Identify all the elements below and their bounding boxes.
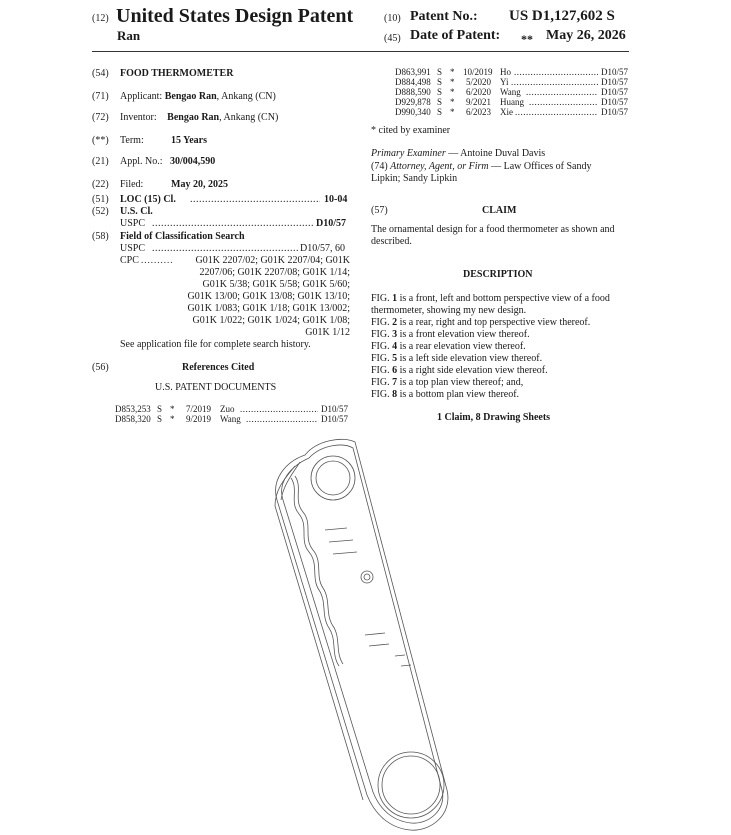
ref-star: *	[450, 77, 455, 87]
ref-number: D858,320	[115, 414, 151, 424]
appl-value: 30/004,590	[170, 156, 216, 167]
ref-leader-dots	[246, 414, 318, 424]
ref-name: Wang	[500, 87, 521, 97]
term-value: 15 Years	[171, 135, 208, 146]
appl-field-number: (21)	[92, 156, 109, 167]
figure-description: FIG. 7 is a top plan view thereof; and,	[371, 377, 524, 388]
patent-number: US D1,127,602 S	[509, 8, 615, 24]
ref-leader-dots	[514, 67, 598, 77]
cpc-label: CPC	[120, 255, 139, 266]
ref-kind: S	[157, 414, 163, 424]
loc-field-number: (51)	[92, 194, 109, 205]
figure-number: 1	[392, 293, 398, 304]
ref-number: D888,590	[395, 87, 431, 97]
ref-name: Ho	[500, 67, 511, 77]
kind-code-number: (12)	[92, 13, 109, 24]
applicant-field-number: (71)	[92, 91, 109, 102]
figure-number: 5	[392, 353, 398, 364]
date-of-patent: May 26, 2026	[546, 28, 626, 43]
cpc-line: G01K 5/38; G01K 5/58; G01K 5/60;	[202, 279, 350, 290]
figure-number: 6	[392, 365, 398, 376]
inventor-location: , Ankang (CN)	[219, 112, 279, 123]
uscl-sub-label: USPC	[120, 218, 146, 229]
reference-row	[115, 414, 350, 425]
inventor-field	[120, 112, 278, 123]
ref-class: D10/57	[601, 77, 628, 87]
food-thermometer-drawing	[255, 430, 475, 835]
references-cited-heading: References Cited	[182, 362, 255, 373]
ref-date: 5/2020	[466, 77, 492, 87]
attorney-line2: Lipkin; Sandy Lipkin	[371, 173, 458, 184]
reference-row	[395, 107, 630, 118]
applicant-field	[120, 91, 276, 102]
uscl-field-number: (52)	[92, 206, 109, 217]
loc-value: 10-04	[324, 194, 348, 205]
ref-class: D10/57	[601, 67, 628, 77]
appl-label: Appl. No.:	[120, 156, 163, 167]
field-uspc-label: USPC	[120, 243, 146, 254]
cpc-line: G01K 1/12	[305, 327, 350, 338]
ref-kind: S	[437, 97, 443, 107]
ref-kind: S	[437, 67, 443, 77]
cpc-line: 2207/06; G01K 2207/08; G01K 1/14;	[199, 267, 350, 278]
ref-star: *	[170, 414, 175, 424]
figure-description: FIG. 3 is a front elevation view thereof.	[371, 329, 530, 340]
ref-star: *	[450, 107, 455, 117]
cpc-leader-dots: ..........	[141, 255, 174, 265]
ref-name: Wang	[220, 414, 241, 424]
applicant-location: , Ankang (CN)	[216, 91, 276, 102]
primary-examiner-label: Primary Examiner	[371, 148, 446, 159]
field-search-label: Field of Classification Search	[120, 231, 245, 242]
ref-class: D10/57	[601, 107, 628, 117]
ref-class: D10/57	[601, 97, 628, 107]
ref-number: D990,340	[395, 107, 431, 117]
primary-examiner-field	[371, 148, 545, 159]
ref-name: Yi	[500, 77, 509, 87]
ref-class: D10/57	[601, 87, 628, 97]
figure-description: FIG. 1 is a front, left and bottom perspective view of a food thermometer, showing my new design.	[371, 293, 610, 316]
ref-leader-dots	[240, 404, 318, 414]
uscl-value: D10/57	[316, 218, 346, 229]
figure-number: 7	[392, 377, 398, 388]
ref-leader-dots	[529, 97, 598, 107]
attorney-label: Attorney, Agent, or Firm	[390, 161, 489, 172]
attorney-line1: — Law Offices of Sandy	[488, 161, 592, 172]
description-heading: DESCRIPTION	[463, 269, 533, 280]
applicant-label: Applicant:	[120, 91, 163, 102]
uscl-leader-dots	[152, 218, 314, 229]
attorney-field	[371, 161, 591, 172]
ref-star: *	[450, 87, 455, 97]
references-field-number: (56)	[92, 362, 109, 373]
ref-date: 6/2020	[466, 87, 492, 97]
term-field-number: (**)	[92, 135, 109, 146]
field-uspc-value: D10/57, 60	[300, 243, 345, 254]
applicant-name: Bengao Ran	[164, 91, 217, 102]
patent-no-number: (10)	[384, 13, 401, 24]
inventor-label: Inventor:	[120, 112, 157, 123]
patent-type-title: United States Design Patent	[116, 5, 354, 27]
filed-value: May 20, 2025	[171, 179, 228, 190]
ref-leader-dots	[511, 77, 598, 87]
filed-field-number: (22)	[92, 179, 109, 190]
figure-description: FIG. 6 is a right side elevation view thereof.	[371, 365, 548, 376]
filed-label: Filed:	[120, 179, 144, 190]
uscl-label: U.S. Cl.	[120, 206, 153, 217]
ref-star: *	[170, 404, 175, 414]
claim-heading: CLAIM	[482, 205, 517, 216]
ref-name: Huang	[500, 97, 524, 107]
ref-kind: S	[437, 77, 443, 87]
inventor-name: Bengao Ran	[167, 112, 220, 123]
ref-name: Xie	[500, 107, 513, 117]
ref-kind: S	[157, 404, 163, 414]
attorney-field-number: (74)	[371, 161, 388, 172]
figure-number: 4	[392, 341, 398, 352]
claim-text: The ornamental design for a food thermometer as shown and described.	[371, 224, 615, 247]
ref-number: D929,878	[395, 97, 431, 107]
term-label: Term:	[120, 135, 144, 146]
ref-date: 7/2019	[186, 404, 212, 414]
claims-summary: 1 Claim, 8 Drawing Sheets	[437, 412, 551, 423]
figure-number: 8	[392, 389, 398, 400]
figure-description: FIG. 2 is a rear, right and top perspective view thereof.	[371, 317, 591, 328]
figure-number: 2	[392, 317, 398, 328]
ref-date: 9/2021	[466, 97, 492, 107]
loc-label: LOC (15) Cl.	[120, 194, 176, 205]
title-field-number: (54)	[92, 68, 109, 79]
cpc-line: G01K 1/083; G01K 1/18; G01K 13/002;	[187, 303, 350, 314]
date-of-patent-number: (45)	[384, 33, 401, 44]
figure-number: 3	[392, 329, 398, 340]
ref-star: *	[450, 67, 455, 77]
claim-field-number: (57)	[371, 205, 388, 216]
field-uspc-leader-dots	[152, 243, 298, 254]
ref-date: 10/2019	[463, 67, 493, 77]
ref-name: Zuo	[220, 404, 235, 414]
ref-date: 9/2019	[186, 414, 212, 424]
inventor-field-number: (72)	[92, 112, 109, 123]
ref-number: D884,498	[395, 77, 431, 87]
ref-kind: S	[437, 107, 443, 117]
ref-star: *	[450, 97, 455, 107]
ref-number: D853,253	[115, 404, 151, 414]
inventor-short-name: Ran	[117, 28, 141, 43]
ref-leader-dots	[526, 87, 598, 97]
cited-by-examiner-note: * cited by examiner	[371, 125, 451, 136]
us-patent-documents-heading: U.S. PATENT DOCUMENTS	[155, 382, 277, 393]
design-title: FOOD THERMOMETER	[120, 68, 234, 79]
ref-leader-dots	[515, 107, 598, 117]
search-history-note: See application file for complete search history.	[120, 339, 311, 350]
field-search-number: (58)	[92, 231, 109, 242]
cpc-codes	[150, 255, 350, 339]
ref-class: D10/57	[321, 404, 348, 414]
figure-description: FIG. 4 is a rear elevation view thereof.	[371, 341, 526, 352]
figure-description: FIG. 5 is a left side elevation view thereof.	[371, 353, 543, 364]
cpc-line: G01K 13/00; G01K 13/08; G01K 13/10;	[187, 291, 350, 302]
date-marker: **	[521, 32, 533, 46]
ref-class: D10/57	[321, 414, 348, 424]
patent-no-label: Patent No.:	[410, 9, 478, 24]
cpc-line: G01K 2207/02; G01K 2207/04; G01K	[195, 255, 350, 266]
ref-date: 6/2023	[466, 107, 492, 117]
loc-leader-dots	[190, 194, 320, 205]
ref-kind: S	[437, 87, 443, 97]
date-of-patent-label: Date of Patent:	[410, 28, 501, 43]
primary-examiner-name: — Antoine Duval Davis	[445, 148, 546, 159]
header-divider	[92, 51, 629, 52]
cpc-line: G01K 1/022; G01K 1/024; G01K 1/08;	[192, 315, 350, 326]
ref-number: D863,991	[395, 67, 431, 77]
figure-description: FIG. 8 is a bottom plan view thereof.	[371, 389, 520, 400]
